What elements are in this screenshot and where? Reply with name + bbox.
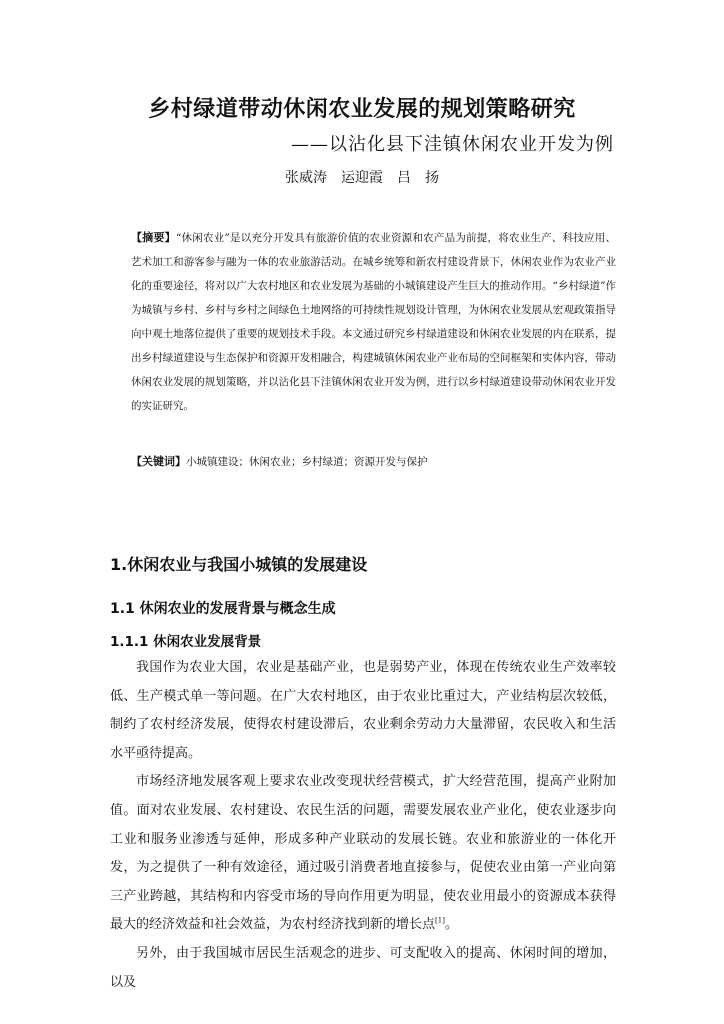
keywords [110, 453, 616, 469]
section-heading-1-1: 1.1 休闲农业的发展背景与概念生成 [110, 601, 336, 617]
author-list: 张威涛 运迎霞 吕 扬 [285, 170, 439, 186]
section-heading-1-1-1: 1.1.1 休闲农业发展背景 [110, 634, 262, 650]
paragraph [110, 768, 616, 940]
abstract-label: 【摘要】 [131, 231, 176, 244]
paragraph-text: 市场经济地发展客观上要求农业改变现状经营模式，扩大经营范围，提高产业附加值。面对农业发展、农村建设、农民生活的问题，需要发展农业产业化，使农业逐步向工业和服务业渗透与延伸，形成多种产业联动的发展长链。农业和旅游业的一体化开发，为之提供了一种有效途径，通过吸引消费者地直接参与，促使农业由第一产业向第三产业跨越，其结构和内容受市场的导向作用更为明显，使农业用最小的资源成本获得最大的经济效益和社会效益，为农村经济找到新的增长点 [110, 774, 616, 933]
paper-title: 乡村绿道带动休闲农业发展的规划策略研究 [148, 97, 576, 122]
paper-subtitle: ——以沾化县下洼镇休闲农业开发为例 [291, 134, 614, 155]
paragraph: 另外，由于我国城市居民生活观念的进步、可支配收入的提高、休闲时间的增加，以及 [110, 945, 616, 990]
citation-ref: [1] [435, 917, 445, 926]
paragraph-end: 。 [444, 917, 458, 933]
paragraph: 我国作为农业大国，农业是基础产业，也是弱势产业，体现在传统农业生产效率较低、生产模式单一等问题。在广大农村地区，由于农业比重过大，产业结构层次较低，制约了农村经济发展，使得农村建设滞后，农业剩余劳动力大量滞留，农民收入和生活水平亟待提高。 [110, 660, 616, 761]
keywords-text: 小城镇建设；休闲农业；乡村绿道；资源开发与保护 [186, 456, 428, 468]
abstract [110, 226, 616, 418]
body-text [110, 654, 616, 997]
abstract-text: “休闲农业”是以充分开发具有旅游价值的农业资源和农产品为前提，将农业生产、科技应用、艺术加工和游客参与融为一体的农业旅游活动。在城乡统筹和新农村建设背景下，休闲农业作为农业产业化的重要途径，将对以广大农村地区和农业发展为基础的小城镇建设产生巨大的推动作用。“乡村绿道”作为城镇与乡村、乡村与乡村之间绿色土地网络的可持续性规划设计管理，为休闲农业发展从宏观政策指导向中观土地落位提供了重要的规划技术手段。本文通过研究乡村绿道建设和休闲农业发展的内在联系，提出乡村绿道建设与生态保护和资源开发相融合，构建城镇休闲农业产业布局的空间框架和实体内容，带动休闲农业发展的规划策略，并以沾化县下洼镇休闲农业开发为例，进行以乡村绿道建设带动休闲农业开发的实证研究。 [131, 232, 617, 412]
section-heading-1: 1.休闲农业与我国小城镇的发展建设 [110, 555, 368, 574]
keywords-label: 【关键词】 [131, 455, 186, 468]
